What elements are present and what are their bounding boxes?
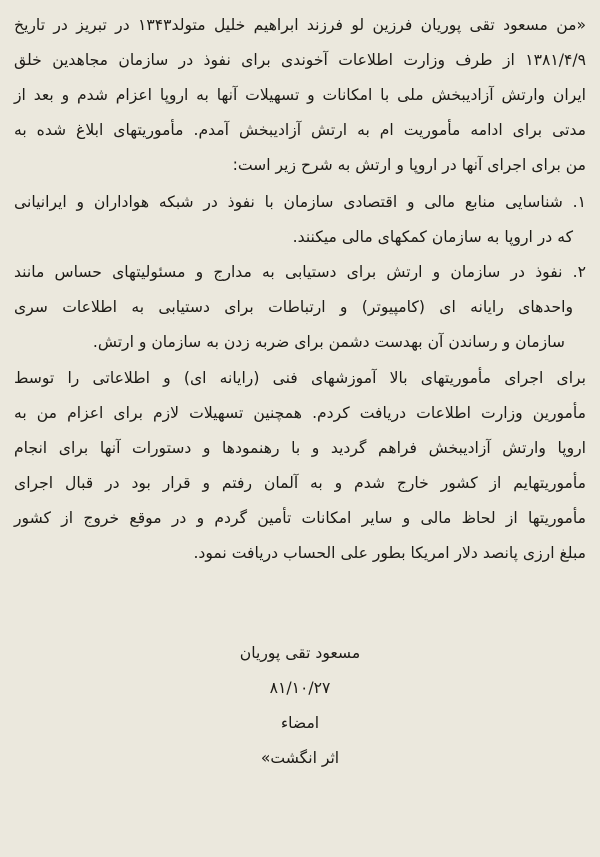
list-item-1-line: ۱. شناسایی منابع مالی و اقتصادی سازمان با نفوذ در شبکه هواداران و ایرانیانی xyxy=(14,193,586,211)
list-item-1-line: که در اروپا به سازمان کمکهای مالی میکنند. xyxy=(292,228,573,246)
signature-label: امضاء xyxy=(280,714,320,732)
paragraph-line: «من مسعود تقی پوریان فرزین لو فرزند ابراهیم خلیل متولد۱۳۴۳ در تبریز در تاریخ xyxy=(14,16,587,34)
signature-date: ۸۱/۱۰/۲۷ xyxy=(269,679,331,697)
paragraph-line: ایران وارتش آزادیبخش ملی با امکانات و تسهیلات آنها به اروپا اعزام شدم و بعد از xyxy=(14,86,586,104)
paragraph-line: مبلغ ارزی پانصد دلار امریکا بطور علی الحساب دریافت نمود. xyxy=(193,544,586,562)
list-item-2-line: ۲. نفوذ در سازمان و ارتش برای دستیابی به مدارج و مسئولیتهای حساس مانند xyxy=(14,263,586,281)
signature-name: مسعود تقی پوریان xyxy=(239,644,361,662)
paragraph-line: مدتی برای ادامه مأموریت ام به ارتش آزادیبخش آمدم. مأموریتهای ابلاغ شده به xyxy=(14,121,586,139)
paragraph-line: مأموریتهایم از کشور خارج شدم و به آلمان رفتم و قرار بود در قبال اجرای xyxy=(14,474,586,492)
paragraph-line: من برای اجرای آنها در اروپا و ارتش به شرح زیر است: xyxy=(232,156,586,174)
list-item-2-line: سازمان و رساندن آن بهدست دشمن برای ضربه زدن به سازمان و ارتش. xyxy=(92,333,565,351)
paragraph-line: ۱۳۸۱/۴/۹ از طرف وزارت اطلاعات آخوندی برای نفوذ در سازمان مجاهدین خلق xyxy=(14,51,586,69)
paragraph-line: برای اجرای مأموریتهای بالا آموزشهای فنی (رایانه ای) و اطلاعاتی را توسط xyxy=(14,369,586,387)
thumbprint-label: اثر انگشت» xyxy=(260,749,340,767)
list-item-2-line: واحدهای رایانه ای (کامپیوتر) و ارتباطات برای دستیابی به اطلاعات سری xyxy=(14,298,573,316)
paragraph-line: مأموریتها از لحاظ مالی و سایر امکانات تأمین گردم و در موقع خروج از کشور xyxy=(14,509,586,527)
paragraph-line: اروپا وارتش آزادیبخش فراهم گردید و با رهنمودها و دستورات آنها برای انجام xyxy=(14,439,586,457)
paragraph-line: مأمورین وزارت اطلاعات دریافت کردم. همچنین تسهیلات لازم برای اعزام من به xyxy=(14,404,586,422)
